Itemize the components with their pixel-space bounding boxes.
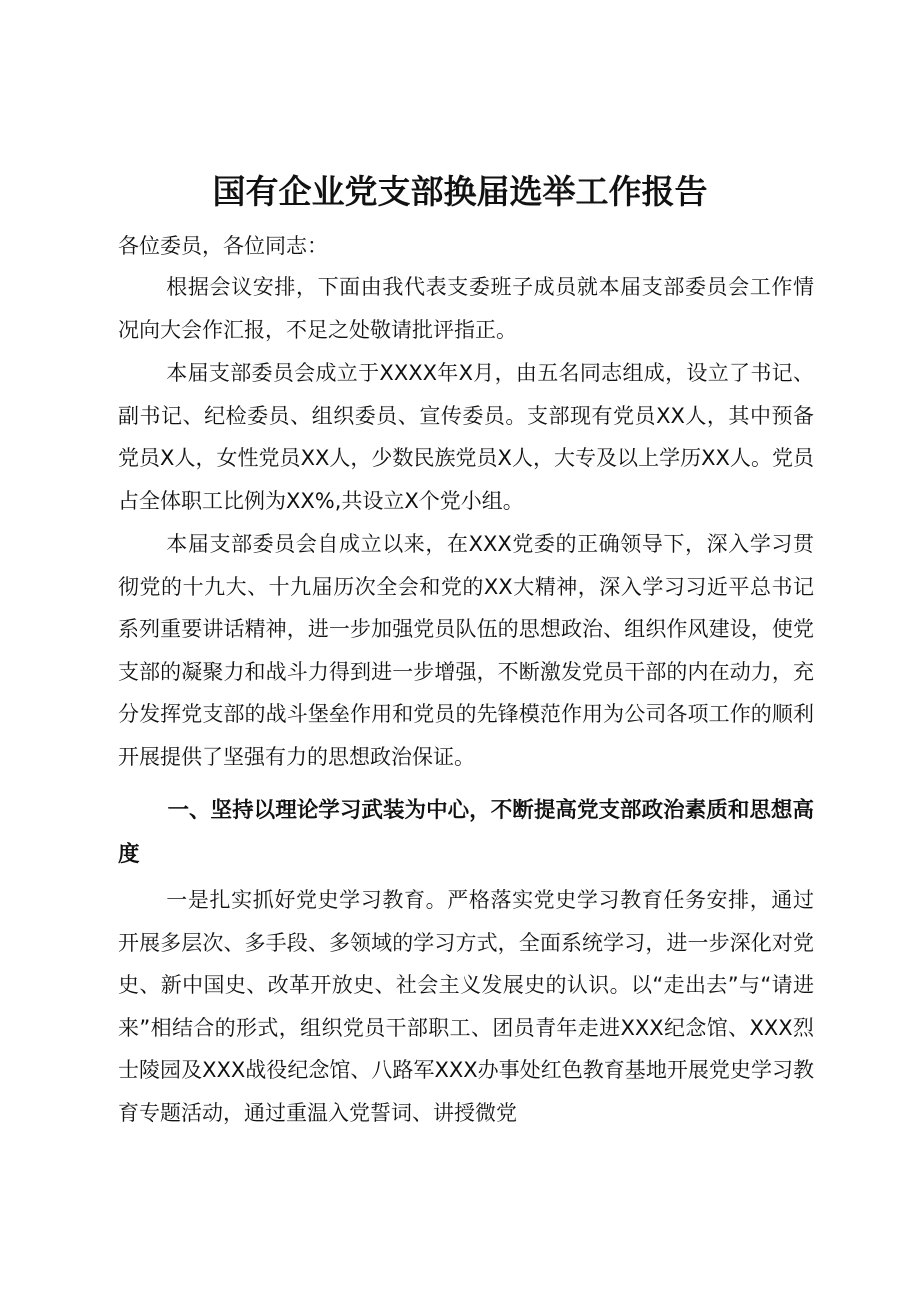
section-heading: 一、坚持以理论学习武装为中心，不断提高党支部政治素质和思想高度	[118, 798, 814, 867]
paragraph-achievements: 本届支部委员会自成立以来，在XXX党委的正确领导下，深入学习贯彻党的十九大、十九届历次全会和党的XX大精神，深入学习习近平总书记系列重要讲话精神，进一步加强党员队伍的思想政治、组织作风建设，使党支部的凝聚力和战斗力得到进一步增强，不断激发党员干部的内在动力，充分发挥党支部的战斗堡垒作用和党员的先锋模范作用为公司各项工作的顺利开展提供了坚强有力的思想政治保证。	[118, 532, 814, 769]
paragraph-intro: 根据会议安排，下面由我代表支委班子成员就本届支部委员会工作情况向大会作汇报，不足之处敬请批评指正。	[118, 275, 814, 342]
paragraph-party-history-education: 一是扎实抓好党史学习教育。严格落实党史学习教育任务安排，通过开展多层次、多手段、多领域的学习方式，全面系统学习，进一步深化对党史、新中国史、改革开放史、社会主义发展史的认识。以“走出去”与“请进来”相结合的形式，组织党员干部职工、团员青年走进XXX纪念馆、XXX烈士陵园及XXX战役纪念馆、八路军XXX办事处红色教育基地开展党史学习教育专题活动，通过重温入党誓词、讲授微党	[118, 888, 814, 1125]
document-title: 国有企业党支部换届选举工作报告	[212, 172, 708, 211]
paragraph-committee-composition: 本届支部委员会成立于XXXX年X月，由五名同志组成，设立了书记、副书记、纪检委员、组织委员、宣传委员。支部现有党员XX人，其中预备党员X人，女性党员XX人，少数民族党员X人，大专及以上学历XX人。党员占全体职工比例为XX%,共设立X个党小组。	[118, 361, 814, 513]
greeting: 各位委员，各位同志：	[118, 234, 328, 258]
